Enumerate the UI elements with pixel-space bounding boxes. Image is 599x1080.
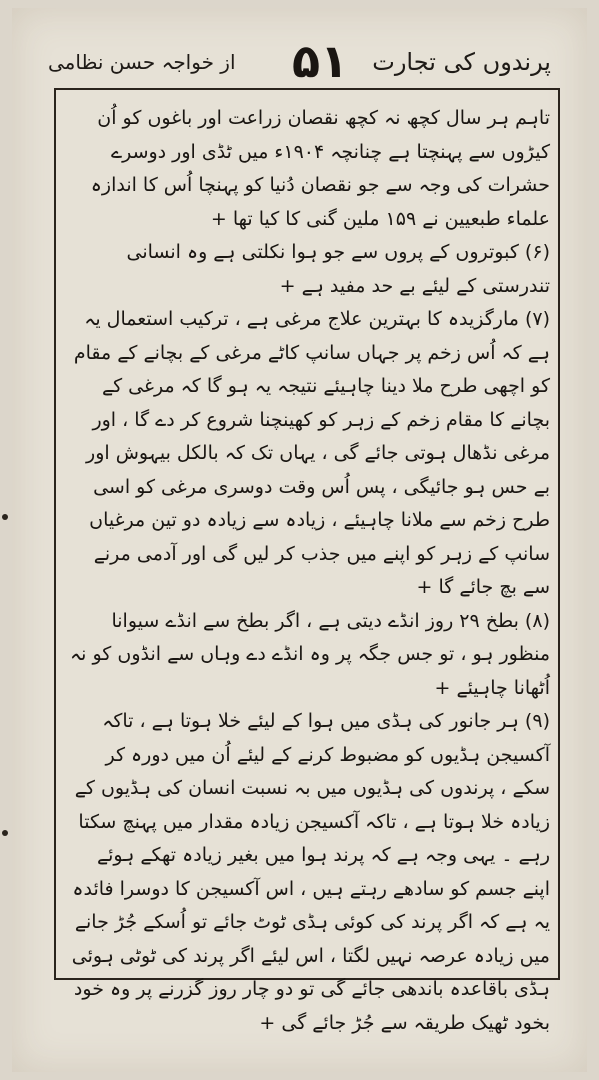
paragraph-6: (۶) کبوتروں کے پروں سے جو ہوا نکلتی ہے وہ انسانی تندرستی کے لیئے بے حد مفید ہے + [126,241,550,297]
paragraph-9: (۹) ہر جانور کی ہڈی میں ہوا کے لیئے خلا ہوتا ہے ، تاکہ آکسیجن ہڈیوں کو مضبوط کرنے کے لیئے اُن میں دورہ کر سکے ، پرندوں کی ہڈیوں میں بہ نسبت انسان کی ہڈیوں کے زیادہ خلا ہوتا ہے ، تاکہ آکسیجن زیادہ مقدار میں پہنچ سکتا رہے ۔ یہی وجہ ہے کہ پرند ہوا میں بغیر زیادہ تھکے ہوئے اپنے جسم کو سادھے رہتے ہیں ، اس آکسیجن کا دوسرا فائدہ یہ ہے کہ اگر پرند کی کوئی ہڈی ٹوٹ جائے تو اُسکے جُڑ جانے میں زیادہ عرصہ نہیں لگتا ، اس لیئے اگر پرند کی ٹوٹی ہوئی ہڈی باقاعدہ باندھی جائے گی تو دو چار روز گزرنے پر وہ خود بخود ٹھیک طریقہ سے جُڑ جائے گی + [71,710,550,1034]
page-number: ۵۱ [292,34,349,88]
page-header [12,8,587,98]
paragraph-8: (۸) بطخ ۲۹ روز انڈے دیتی ہے ، اگر بطخ سے انڈے سیوانا منظور ہو ، تو جس جگہ پر وہ انڈے دے وہاں سے انڈوں کو نہ اُٹھانا چاہیئے + [70,609,550,699]
book-page [12,8,587,1072]
paragraph-7: (۷) مارگزیدہ کا بہترین علاج مرغی ہے ، ترکیب استعمال یہ ہے کہ اُس زخم پر جہاں سانپ کاٹے مرغی کے بچانے کے مقام کو اچھی طرح ملا دینا چاہیئے نتیجہ یہ ہو گا کہ مرغی کے بچانے کا مقام زخم کے زہر کو کھینچنا شروع کر دے گا ، اور مرغی نڈھال ہوتی جائے گی ، یہاں تک کہ بالکل بیہوش اور بے حس ہو جائیگی ، پس اُس وقت دوسری مرغی کو اسی طرح زخم سے ملانا چاہیئے ، زیادہ سے زیادہ دو تین مرغیاں سانپ کے زہر کو اپنے میں جذب کر لیں گی اور آدمی مرنے سے بچ جائے گا + [73,308,550,598]
running-title: پرندوں کی تجارت [372,48,551,76]
margin-dot [2,830,8,836]
body-text [64,102,550,1034]
author-line: از خواجہ حسن نظامی [48,50,236,74]
paragraph-1: تاہم ہر سال کچھ نہ کچھ نقصان زراعت اور باغوں کو اُن کیڑوں سے پہنچتا ہے چنانچہ ۱۹۰۴ء میں ٹڈی اور دوسرے حشرات کی وجہ سے جو نقصان دُنیا کو پہنچا اُس کا اندازہ علماء طبعیین نے ۱۵۹ ملین گنی کا کیا تھا + [90,107,550,230]
margin-dot [2,514,8,520]
